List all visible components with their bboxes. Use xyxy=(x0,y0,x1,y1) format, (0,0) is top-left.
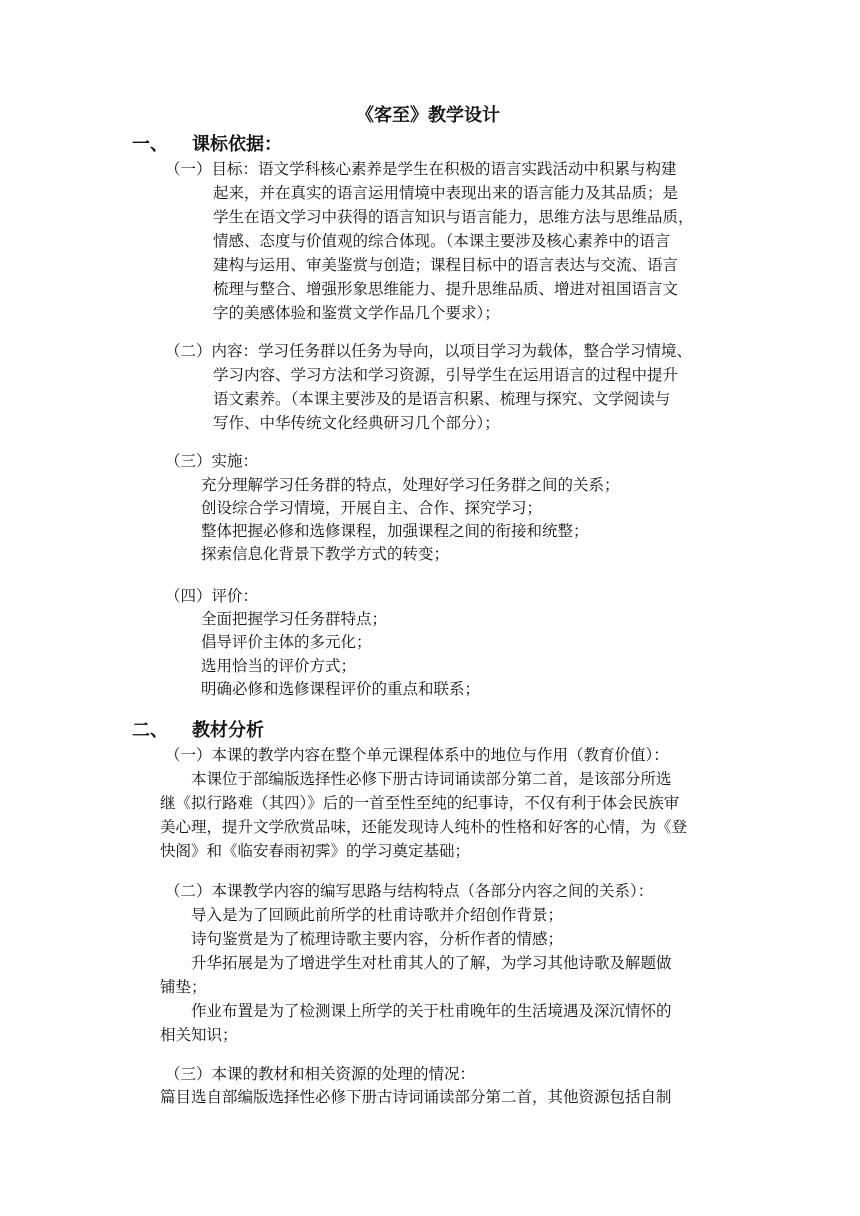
text-line: 铺垫； xyxy=(160,978,207,996)
text-line: 美心理，提升文学欣赏品味，还能发现诗人纯朴的性格和好客的心情，为《登 xyxy=(160,818,688,836)
text-line: 建构与运用、审美鉴赏与创造；课程目标中的语言表达与交流、语言 xyxy=(213,256,679,274)
section-2-number: 二、 xyxy=(132,720,168,741)
text-line: 快阁》和《临安春雨初霁》的学习奠定基础； xyxy=(160,842,471,860)
text-line: 写作、中华传统文化经典研习几个部分）； xyxy=(213,414,500,432)
text-line: 探索信息化背景下教学方式的转变； xyxy=(201,545,450,563)
text-line: （二）本课教学内容的编写思路与结构特点（各部分内容之间的关系）： xyxy=(165,882,654,900)
text-line: 梳理与整合、增强形象思维能力、提升思维品质、增进对祖国语言文 xyxy=(213,280,679,298)
text-line: 起来，并在真实的语言运用情境中表现出来的语言能力及其品质；是 xyxy=(213,184,679,202)
text-line: （三）实施： xyxy=(165,452,259,470)
text-line: （一）本课的教学内容在整个单元课程体系中的地位与作用（教育价值）： xyxy=(165,746,669,764)
text-line: 全面把握学习任务群特点； xyxy=(201,610,388,628)
text-line: 字的美感体验和鉴赏文学作品几个要求）； xyxy=(213,304,500,322)
text-line: 整体把握必修和选修课程，加强课程之间的衔接和统整； xyxy=(201,522,589,540)
document-title: 《客至》教学设计 xyxy=(356,105,500,126)
text-line: 充分理解学习任务群的特点，处理好学习任务群之间的关系； xyxy=(201,476,620,494)
text-line: 倡导评价主体的多元化； xyxy=(201,633,372,651)
text-line: 本课位于部编版选择性必修下册古诗词诵读部分第二首，是该部分所选 xyxy=(191,770,672,788)
text-line: 篇目选自部编版选择性必修下册古诗词诵读部分第二首，其他资源包括自制 xyxy=(160,1088,672,1106)
text-line: （四）评价： xyxy=(165,587,259,605)
text-line: 语文素养。（本课主要涉及的是语言积累、梳理与探究、文学阅读与 xyxy=(213,390,671,408)
text-line: 选用恰当的评价方式； xyxy=(201,657,357,675)
section-2-heading: 教材分析 xyxy=(192,720,264,741)
text-line: （一）目标：语文学科核心素养是学生在积极的语言实践活动中积累与构建 xyxy=(165,160,677,178)
text-line: 继《拟行路难（其四）》后的一首至性至纯的纪事诗，不仅有利于体会民族审 xyxy=(160,794,680,812)
text-line: （三）本课的教材和相关资源的处理的情况： xyxy=(165,1065,476,1083)
section-1-number: 一、 xyxy=(132,134,168,155)
text-line: 升华拓展是为了增进学生对杜甫其人的了解，为学习其他诗歌及解题做 xyxy=(191,954,672,972)
text-line: 创设综合学习情境，开展自主、合作、探究学习； xyxy=(201,499,543,517)
text-line: 相关知识； xyxy=(160,1026,238,1044)
text-line: 情感、态度与价值观的综合体现。（本课主要涉及核心素养中的语言 xyxy=(213,232,671,250)
text-line: 学生在语文学习中获得的语言知识与语言能力，思维方法与思维品质， xyxy=(213,208,694,226)
text-line: 作业布置是为了检测课上所学的关于杜甫晚年的生活境遇及深沉情怀的 xyxy=(191,1002,672,1020)
text-line: 导入是为了回顾此前所学的杜甫诗歌并介绍创作背景； xyxy=(191,906,564,924)
text-line: 明确必修和选修课程评价的重点和联系； xyxy=(201,680,481,698)
text-line: 学习内容、学习方法和学习资源，引导学生在运用语言的过程中提升 xyxy=(213,366,679,384)
text-line: 诗句鉴赏是为了梳理诗歌主要内容，分析作者的情感； xyxy=(191,930,564,948)
section-1-heading: 课标依据： xyxy=(192,134,282,155)
text-line: （二）内容：学习任务群以任务为导向，以项目学习为载体，整合学习情境、 xyxy=(165,342,693,360)
